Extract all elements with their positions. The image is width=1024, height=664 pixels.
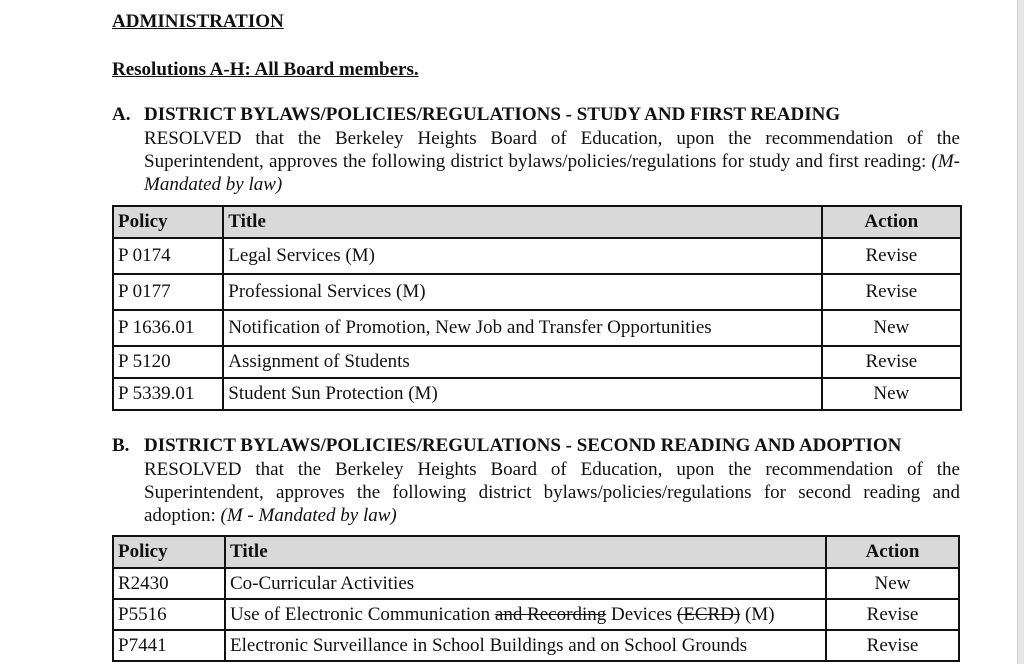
table-row <box>113 274 961 310</box>
struck-text: (ECRD) <box>676 603 741 625</box>
section-a-resolution <box>144 127 960 196</box>
table-row <box>113 599 959 630</box>
section-b-resolution <box>144 458 960 527</box>
action-cell: Revise <box>826 599 959 630</box>
column-header-title: Title <box>223 206 821 238</box>
section-b-resolution-text: RESOLVED that the Berkeley Heights Board of Education, upon the recommendation of the Superintendent, approves the following district bylaws/policies/regulations for second reading and adoption: <box>144 459 960 526</box>
policy-cell: R2430 <box>113 568 225 599</box>
title-cell: Notification of Promotion, New Job and Transfer Opportunities <box>223 310 821 346</box>
section-a-heading: DISTRICT BYLAWS/POLICIES/REGULATIONS - STUDY AND FIRST READING <box>144 104 841 125</box>
table-row <box>113 310 961 346</box>
column-header-action: Action <box>826 536 959 568</box>
section-b-letter: B. <box>112 435 130 456</box>
title-cell: Professional Services (M) <box>223 274 821 310</box>
action-cell: New <box>822 310 961 346</box>
section-a-letter: A. <box>112 104 131 125</box>
table-row <box>113 630 959 661</box>
policy-cell: P7441 <box>113 630 225 661</box>
column-header-policy: Policy <box>113 206 223 238</box>
resolutions-subheading: Resolutions A-H: All Board members. <box>112 59 419 80</box>
section-b-heading: DISTRICT BYLAWS/POLICIES/REGULATIONS - SECOND READING AND ADOPTION <box>144 435 902 456</box>
policy-cell: P 5339.01 <box>113 378 223 410</box>
title-cell: Student Sun Protection (M) <box>223 378 821 410</box>
title-part: Devices <box>606 603 677 625</box>
section-b-note: (M - Mandated by law) <box>220 505 397 526</box>
title-part: Use of Electronic Communication <box>230 603 495 625</box>
action-cell: Revise <box>826 630 959 661</box>
table-header-row <box>113 536 959 568</box>
policy-table-b <box>112 535 960 662</box>
table-row <box>113 238 961 274</box>
action-cell: New <box>822 378 961 410</box>
policy-table-a <box>112 205 962 411</box>
title-cell: Legal Services (M) <box>223 238 821 274</box>
policy-cell: P5516 <box>113 599 225 630</box>
column-header-action: Action <box>822 206 961 238</box>
section-a-note: (M- Mandated by law) <box>144 151 960 195</box>
page-edge <box>1017 0 1024 664</box>
policy-cell: P 0174 <box>113 238 223 274</box>
action-cell: Revise <box>822 238 961 274</box>
action-cell: Revise <box>822 346 961 378</box>
table-row <box>113 378 961 410</box>
section-a-resolution-text: RESOLVED that the Berkeley Heights Board of Education, upon the recommendation of the Superintendent, approves the following district bylaws/policies/regulations for study and first reading: <box>144 128 960 172</box>
section-a-title <box>112 104 840 126</box>
title-part: (M) <box>740 603 775 625</box>
column-header-policy: Policy <box>113 536 225 568</box>
table-row <box>113 568 959 599</box>
table-header-row <box>113 206 961 238</box>
policy-cell: P 1636.01 <box>113 310 223 346</box>
title-cell: Co-Curricular Activities <box>225 568 826 599</box>
title-cell <box>225 599 826 630</box>
action-cell: Revise <box>822 274 961 310</box>
policy-cell: P 0177 <box>113 274 223 310</box>
column-header-title: Title <box>225 536 826 568</box>
table-row <box>113 346 961 378</box>
struck-text: and Recording <box>494 603 607 625</box>
title-cell: Assignment of Students <box>223 346 821 378</box>
action-cell: New <box>826 568 959 599</box>
policy-cell: P 5120 <box>113 346 223 378</box>
section-b-title <box>112 435 901 457</box>
document-heading: ADMINISTRATION <box>112 11 284 32</box>
title-cell: Electronic Surveillance in School Buildings and on School Grounds <box>225 630 826 661</box>
